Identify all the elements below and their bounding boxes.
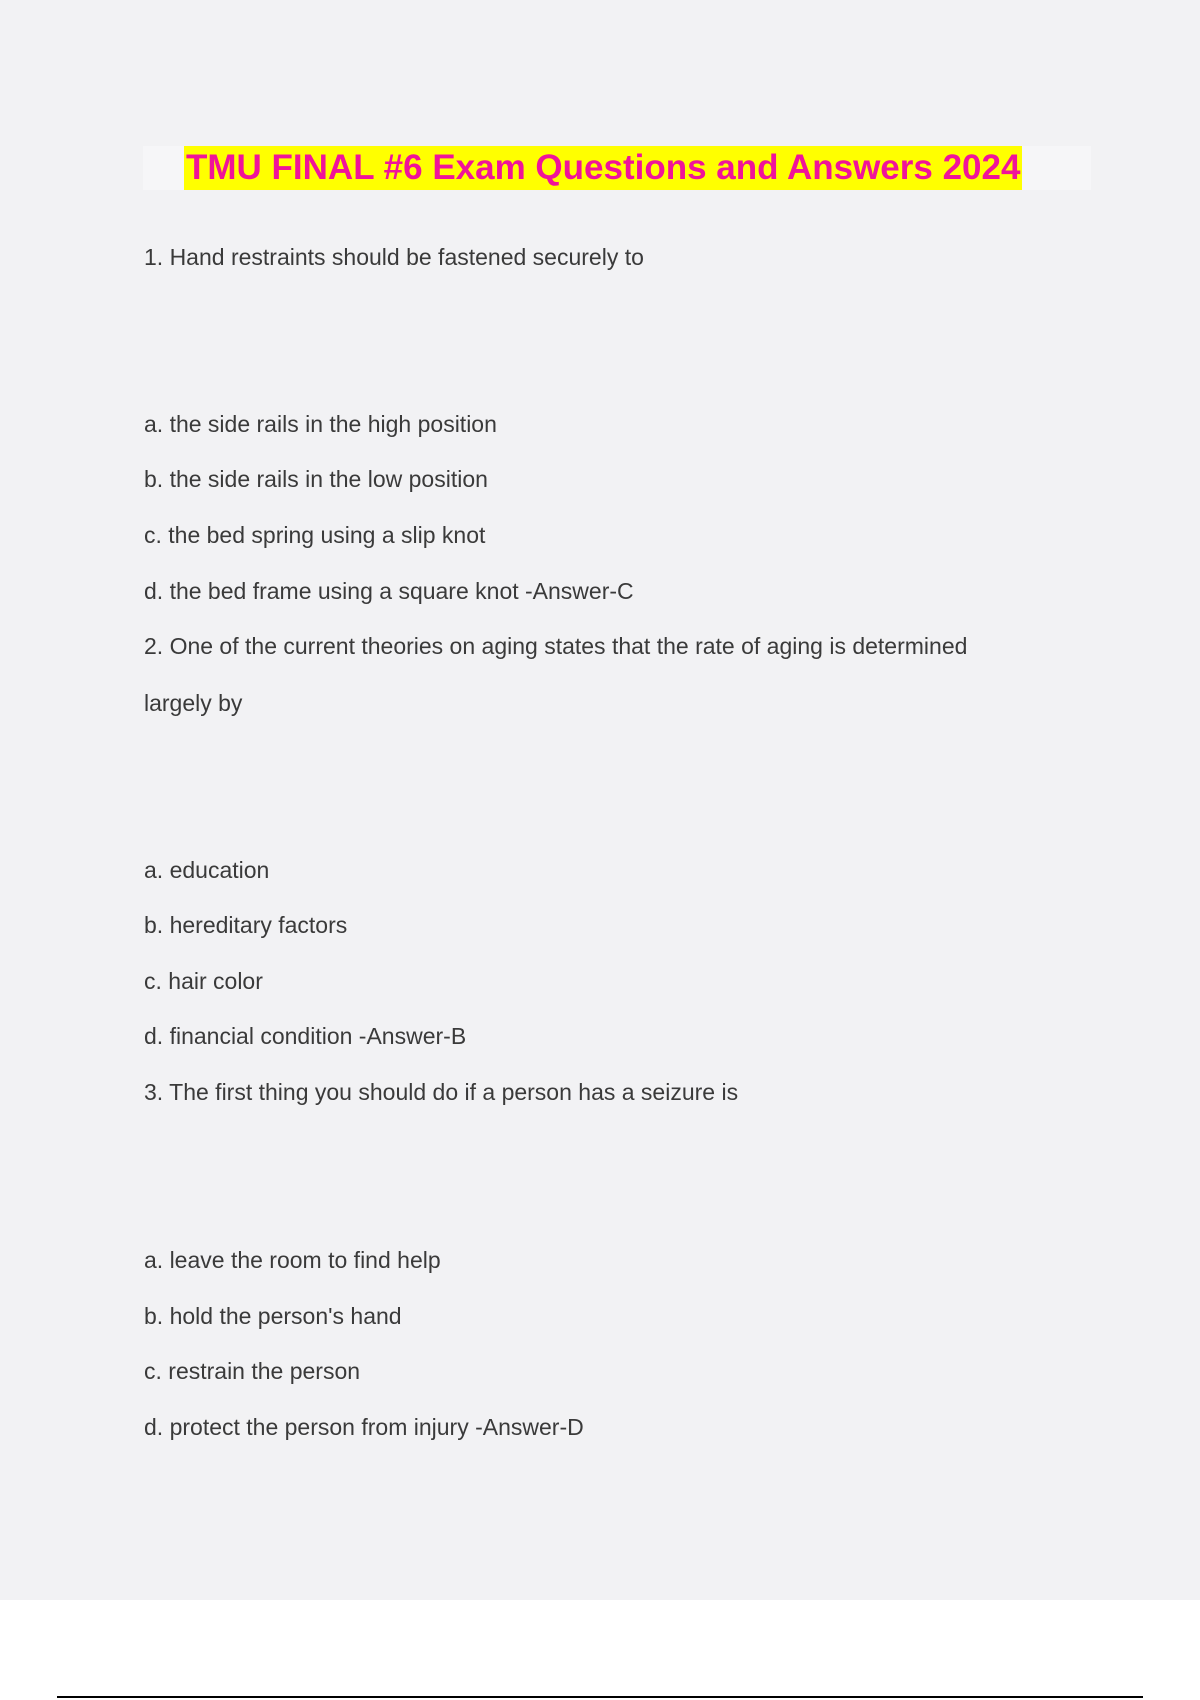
question-3-option-b: b. hold the person's hand [144, 1303, 402, 1329]
question-2-text-continued: largely by [144, 690, 243, 716]
question-3-option-c: c. restrain the person [144, 1358, 361, 1384]
question-3-option-d: d. protect the person from injury -Answer-D [144, 1414, 584, 1440]
question-1-option-b: b. the side rails in the low position [144, 466, 488, 492]
footer-divider [57, 1696, 1143, 1698]
document-title: TMU FINAL #6 Exam Questions and Answers 2024 [184, 146, 1022, 190]
question-3-text: 3. The first thing you should do if a person has a seizure is [144, 1079, 739, 1105]
question-1-option-d: d. the bed frame using a square knot -Answer-C [144, 578, 634, 604]
question-1-text: 1. Hand restraints should be fastened securely to [144, 244, 644, 270]
question-2-text: 2. One of the current theories on aging states that the rate of aging is determined [144, 633, 968, 659]
question-2-option-d: d. financial condition -Answer-B [144, 1023, 467, 1049]
question-2-option-b: b. hereditary factors [144, 912, 348, 938]
question-1-option-c: c. the bed spring using a slip knot [144, 522, 486, 548]
question-1-option-a: a. the side rails in the high position [144, 411, 497, 437]
question-3-option-a: a. leave the room to find help [144, 1247, 441, 1273]
question-2-option-c: c. hair color [144, 968, 263, 994]
question-2-option-a: a. education [144, 857, 270, 883]
